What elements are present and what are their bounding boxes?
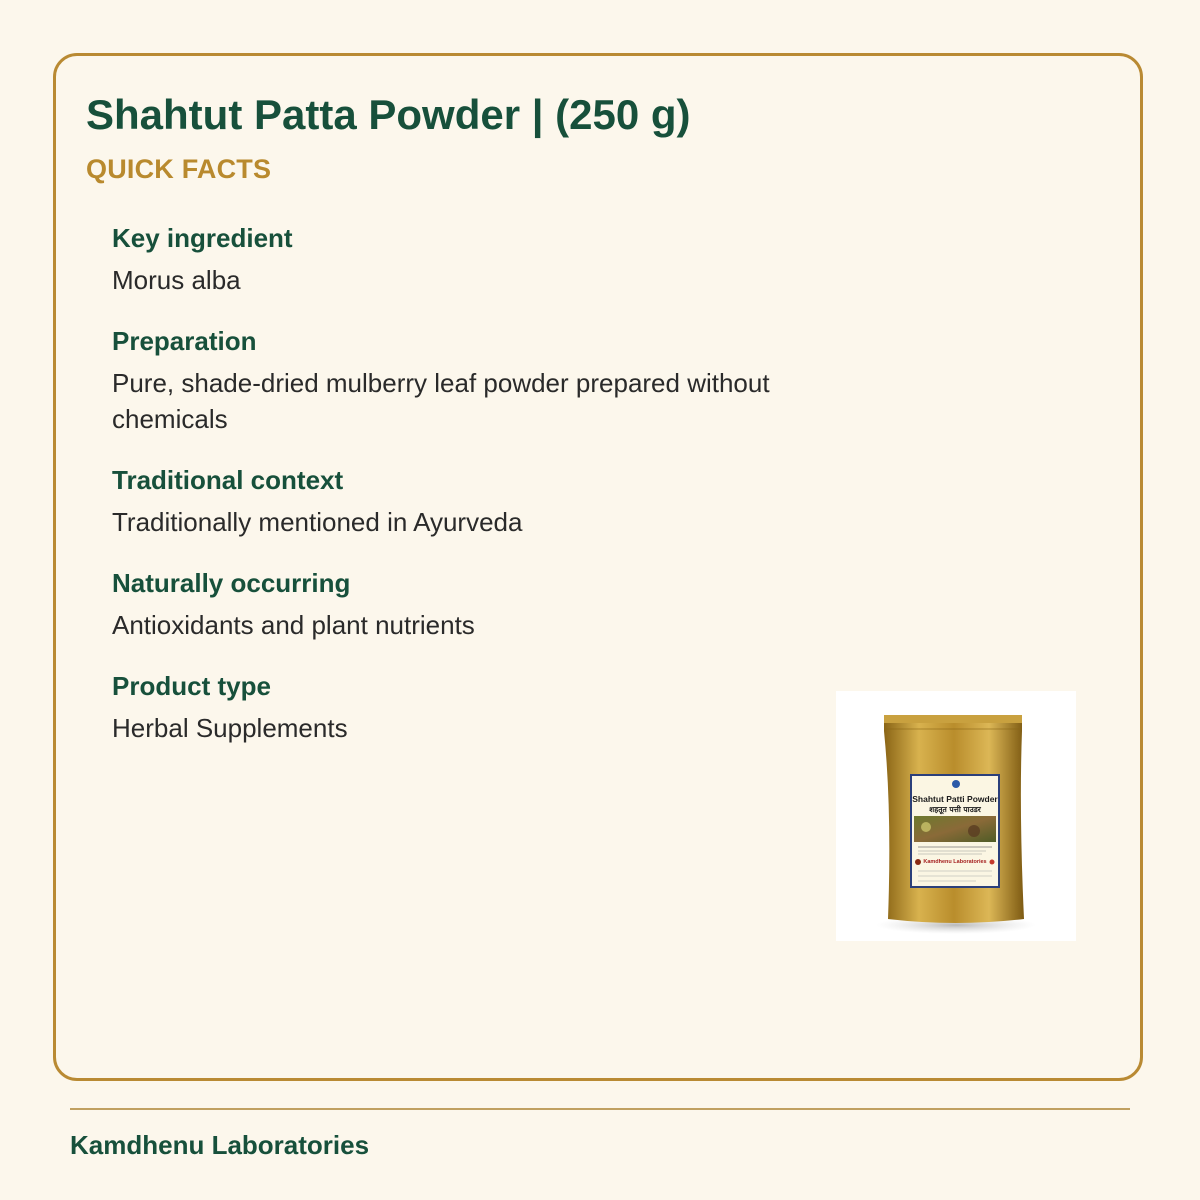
pouch-illustration xyxy=(836,691,1076,941)
footer-divider xyxy=(70,1108,1130,1110)
fact-value: Morus alba xyxy=(112,265,241,295)
facts-list xyxy=(112,220,772,771)
fact-product-type xyxy=(112,668,772,746)
fact-key-ingredient xyxy=(112,220,772,298)
pouch-label-title: Shahtut Patti Powder xyxy=(912,794,998,804)
fact-label: Preparation xyxy=(112,326,257,356)
pouch-label-subtitle: शहतूत पत्ती पाउडर xyxy=(929,805,981,814)
fact-label: Naturally occurring xyxy=(112,568,351,598)
fact-preparation xyxy=(112,323,772,437)
fact-label: Product type xyxy=(112,671,271,701)
fact-value: Antioxidants and plant nutrients xyxy=(112,610,475,640)
fact-label: Traditional context xyxy=(112,465,344,495)
fact-traditional-context xyxy=(112,462,772,540)
fact-value: Pure, shade-dried mulberry leaf powder prepared without chemicals xyxy=(112,368,770,434)
footer-brand: Kamdhenu Laboratories xyxy=(70,1130,370,1160)
section-subtitle: QUICK FACTS xyxy=(86,154,272,184)
page-title: Shahtut Patta Powder | (250 g) xyxy=(86,91,691,138)
fact-value: Traditionally mentioned in Ayurveda xyxy=(112,507,523,537)
fact-value: Herbal Supplements xyxy=(112,713,348,743)
fact-naturally-occurring xyxy=(112,565,772,643)
pouch-label-brand: Kamdhenu Laboratories xyxy=(923,859,987,865)
quick-facts-card xyxy=(53,53,1143,1081)
fact-label: Key ingredient xyxy=(112,223,293,253)
product-image xyxy=(836,691,1076,941)
